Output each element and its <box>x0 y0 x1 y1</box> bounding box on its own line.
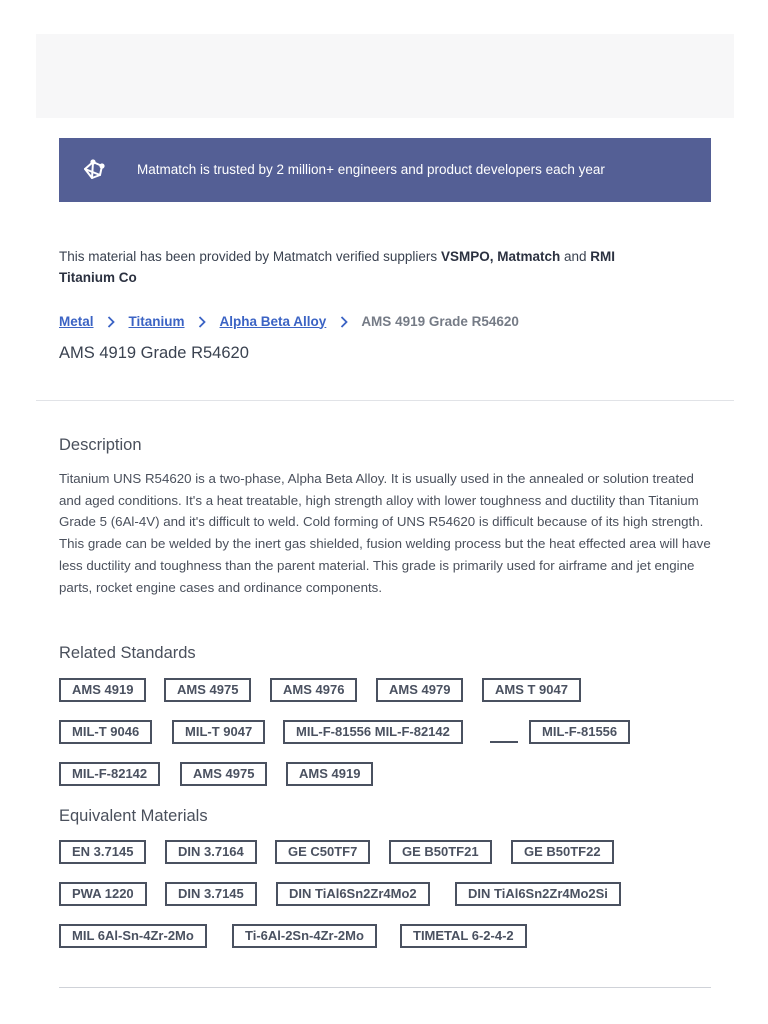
equivalent-material-tag[interactable]: DIN 3.7164 <box>165 840 257 864</box>
description-heading: Description <box>59 436 142 454</box>
trust-banner <box>59 138 711 202</box>
equivalent-material-tag[interactable]: GE C50TF7 <box>275 840 370 864</box>
page-title: AMS 4919 Grade R54620 <box>59 344 249 362</box>
related-standards-heading: Related Standards <box>59 644 196 662</box>
material-card <box>36 118 734 1024</box>
supplier-name-2: RMI Titanium Co <box>59 249 616 285</box>
section-divider <box>36 400 734 401</box>
breadcrumb <box>59 312 519 330</box>
related-standard-tag[interactable]: AMS 4979 <box>376 678 463 702</box>
breadcrumb-current: AMS 4919 Grade R54620 <box>361 313 519 329</box>
related-standard-tag[interactable]: AMS 4919 <box>59 678 146 702</box>
related-standard-tag[interactable]: AMS T 9047 <box>482 678 581 702</box>
handshake-icon <box>81 157 107 183</box>
equivalent-material-tag[interactable]: Ti-6Al-2Sn-4Zr-2Mo <box>232 924 377 948</box>
breadcrumb-link-alpha-beta-alloy[interactable]: Alpha Beta Alloy <box>219 313 327 329</box>
related-standard-tag[interactable]: AMS 4975 <box>180 762 267 786</box>
related-standard-tag[interactable]: AMS 4976 <box>270 678 357 702</box>
supplier-notice <box>59 246 669 288</box>
related-standard-tag[interactable]: MIL-F-81556 MIL-F-82142 <box>283 720 463 744</box>
related-standard-tag[interactable]: AMS 4919 <box>286 762 373 786</box>
equivalent-materials-heading: Equivalent Materials <box>59 807 208 825</box>
breadcrumb-link-titanium[interactable]: Titanium <box>128 313 185 329</box>
section-divider <box>59 987 711 988</box>
description-text: Titanium UNS R54620 is a two-phase, Alpha Beta Alloy. It is usually used in the annealed or solution treated and aged conditions. It's a heat treatable, high strength alloy with lower toughness and ductility than Titanium Grade 5 (6Al-4V) and it's difficult to weld. Cold forming of UNS R54620 is difficult because of its high strength. This grade can be welded by the inert gas shielded, fusion welding process but the heat effected area will have less ductility and toughness than the parent material. This grade is primarily used for airframe and jet engine parts, rocket engine cases and ordinance components. <box>59 471 711 595</box>
breadcrumb-link-metal[interactable]: Metal <box>59 313 94 329</box>
related-standard-tag-empty[interactable] <box>490 741 518 743</box>
chevron-right-icon <box>94 314 129 329</box>
equivalent-material-tag[interactable]: DIN TiAl6Sn2Zr4Mo2Si <box>455 882 621 906</box>
equivalent-material-tag[interactable]: GE B50TF22 <box>511 840 614 864</box>
equivalent-material-tag[interactable]: DIN TiAl6Sn2Zr4Mo2 <box>276 882 430 906</box>
related-standard-tag[interactable]: MIL-F-82142 <box>59 762 160 786</box>
related-standard-tag[interactable]: MIL-F-81556 <box>529 720 630 744</box>
supplier-notice-conjunction: and <box>564 249 587 264</box>
equivalent-material-tag[interactable]: DIN 3.7145 <box>165 882 257 906</box>
related-standard-tag[interactable]: MIL-T 9046 <box>59 720 152 744</box>
equivalent-material-tag[interactable]: EN 3.7145 <box>59 840 146 864</box>
supplier-name-1: VSMPO, Matmatch <box>440 249 561 264</box>
equivalent-material-tag[interactable]: PWA 1220 <box>59 882 147 906</box>
equivalent-material-tag[interactable]: GE B50TF21 <box>389 840 492 864</box>
related-standard-tag[interactable]: AMS 4975 <box>164 678 251 702</box>
trust-banner-text: Matmatch is trusted by 2 million+ engineers and product developers each year <box>137 162 605 177</box>
chevron-right-icon <box>185 314 220 329</box>
equivalent-material-tag[interactable]: MIL 6Al-Sn-4Zr-2Mo <box>59 924 207 948</box>
supplier-notice-prefix: This material has been provided by Matmatch verified suppliers <box>59 249 438 264</box>
top-banner-placeholder <box>36 34 734 118</box>
related-standard-tag[interactable]: MIL-T 9047 <box>172 720 265 744</box>
chevron-right-icon <box>326 314 361 329</box>
equivalent-material-tag[interactable]: TIMETAL 6-2-4-2 <box>400 924 527 948</box>
